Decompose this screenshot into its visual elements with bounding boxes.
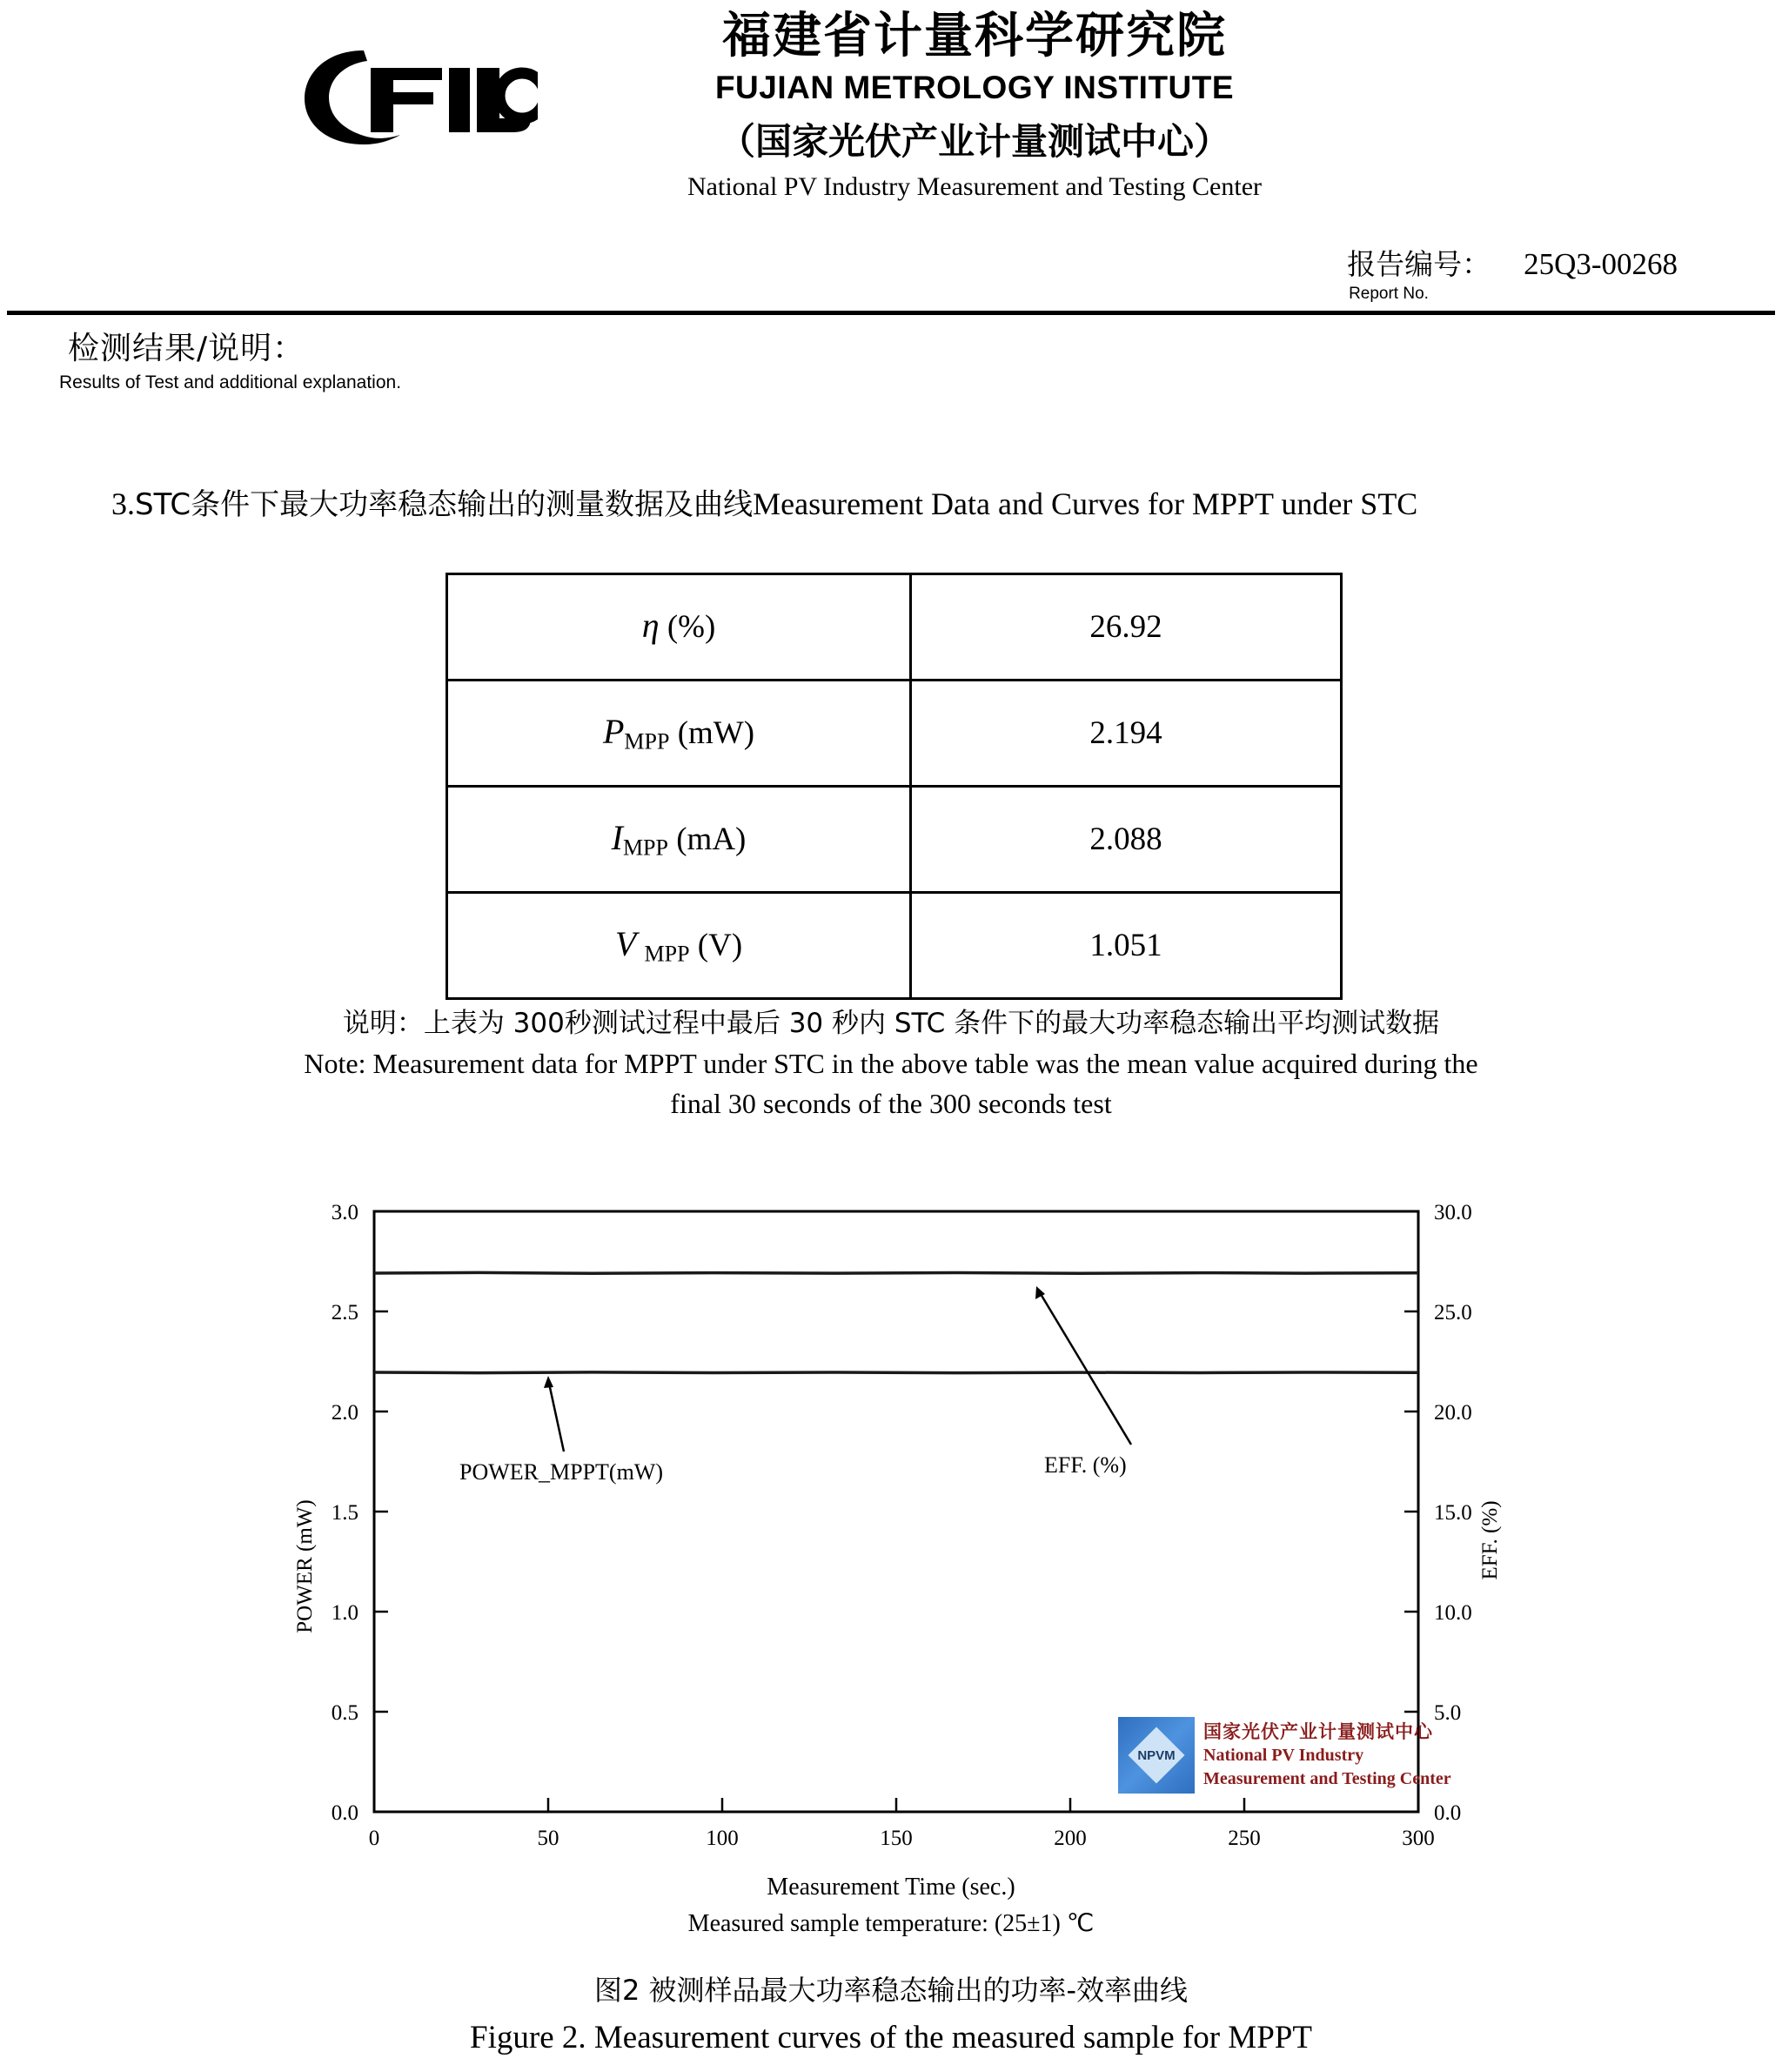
results-title-cn: 检测结果/说明： — [68, 331, 305, 366]
svg-text:1.0: 1.0 — [331, 1601, 358, 1625]
svg-text:1.5: 1.5 — [331, 1501, 358, 1525]
center-name-en: National PV Industry Measurement and Testing Center — [687, 172, 1262, 202]
table-cell-label — [447, 681, 911, 787]
report-number-value: 25Q3-00268 — [1524, 247, 1678, 281]
svg-text:POWER (mW): POWER (mW) — [293, 1499, 317, 1633]
table-cell-value: 2.088 — [911, 787, 1342, 893]
npvm-watermark — [1118, 1707, 1457, 1803]
svg-text:200: 200 — [1054, 1827, 1087, 1850]
section-heading-cn: STC条件下最大功率稳态输出的测量数据及曲线 — [135, 487, 754, 522]
table-row — [447, 681, 1342, 787]
eff-annotation-label: EFF. (%) — [1044, 1452, 1127, 1478]
parameter-symbol: I — [611, 818, 623, 858]
table-note — [0, 1004, 1782, 1124]
parameter-unit: (mA) — [676, 821, 747, 858]
svg-text:0.0: 0.0 — [331, 1801, 358, 1825]
svg-text:100: 100 — [706, 1827, 739, 1850]
npvm-name-en-2: Measurement and Testing Center — [1203, 1769, 1451, 1789]
document-header — [0, 0, 1782, 303]
table-row — [447, 787, 1342, 893]
parameter-subscript: MPP — [624, 728, 670, 754]
svg-text:30.0: 30.0 — [1434, 1201, 1472, 1224]
parameter-subscript: MPP — [644, 941, 690, 967]
section-heading — [111, 480, 1417, 523]
chart-subcaption: Measured sample temperature: (25±1) ℃ — [687, 1910, 1095, 1937]
figure-caption-en: Figure 2. Measurement curves of the measured sample for MPPT — [470, 2020, 1312, 2055]
parameter-subscript: MPP — [622, 835, 668, 861]
npvm-name-cn: 国家光伏产业计量测试中心 — [1203, 1720, 1433, 1742]
npvm-name-en-1: National PV Industry — [1203, 1746, 1364, 1766]
section-number: 3. — [111, 486, 135, 521]
institute-name-en: FUJIAN METROLOGY INSTITUTE — [714, 70, 1235, 106]
note-en-line2: final 30 seconds of the 300 seconds test — [670, 1088, 1112, 1120]
results-title-en: Results of Test and additional explanation. — [59, 372, 402, 392]
svg-text:2.5: 2.5 — [331, 1301, 358, 1324]
note-cn: 说明：上表为 300秒测试过程中最后 30 秒内 STC 条件下的最大功率稳态输出平均测试数据 — [342, 1008, 1440, 1039]
svg-text:20.0: 20.0 — [1434, 1401, 1472, 1425]
table-row — [447, 574, 1342, 681]
svg-text:0.5: 0.5 — [331, 1701, 358, 1725]
svg-text:5.0: 5.0 — [1434, 1701, 1462, 1725]
svg-text:250: 250 — [1228, 1827, 1261, 1850]
parameter-unit: (%) — [667, 609, 716, 646]
chart-x-caption — [0, 1869, 1782, 1942]
svg-text:3.0: 3.0 — [331, 1201, 358, 1224]
table-cell-label — [447, 787, 911, 893]
parameter-symbol: P — [602, 712, 625, 752]
svg-text:25.0: 25.0 — [1434, 1301, 1472, 1324]
svg-text:150: 150 — [880, 1827, 913, 1850]
parameter-symbol: V — [614, 924, 637, 964]
parameter-symbol: η — [641, 606, 660, 646]
svg-text:2.0: 2.0 — [331, 1401, 358, 1425]
svg-text:0: 0 — [368, 1827, 380, 1850]
section-heading-en: Measurement Data and Curves for MPPT under STC — [753, 486, 1418, 521]
report-number-label-cn: 报告编号： — [1347, 247, 1491, 281]
table-cell-value: 1.051 — [911, 893, 1342, 999]
svg-text:10.0: 10.0 — [1434, 1601, 1472, 1625]
institute-name-cn: 福建省计量科学研究院 — [722, 8, 1227, 64]
note-en-line1: Note: Measurement data for MPPT under STC in the above table was the mean value acquired during the — [304, 1047, 1478, 1079]
svg-text:EFF. (%): EFF. (%) — [1478, 1500, 1502, 1580]
npvm-logo-text: NPVM — [1137, 1747, 1176, 1763]
header-divider — [7, 311, 1775, 315]
center-name-cn: （国家光伏产业计量测试中心） — [718, 120, 1230, 164]
npvm-logo-icon — [1118, 1717, 1195, 1794]
svg-text:300: 300 — [1402, 1827, 1435, 1850]
report-number-label-en: Report No. — [1349, 285, 1429, 303]
svg-text:50: 50 — [537, 1827, 559, 1850]
table-cell-value: 26.92 — [911, 574, 1342, 681]
figure-caption-cn: 图2 被测样品最大功率稳态输出的功率-效率曲线 — [593, 1974, 1189, 2007]
header-titles — [539, 9, 1410, 202]
table-cell-label — [447, 893, 911, 999]
svg-text:15.0: 15.0 — [1434, 1501, 1472, 1525]
chart-xlabel: Measurement Time (sec.) — [767, 1874, 1015, 1901]
table-cell-value: 2.194 — [911, 681, 1342, 787]
table-cell-label — [447, 574, 911, 681]
figure-caption — [0, 1968, 1782, 2056]
mppt-data-table — [446, 573, 1343, 1000]
power-annotation-label: POWER_MPPT(mW) — [459, 1459, 663, 1485]
fil-logo-icon — [303, 42, 538, 151]
parameter-unit: (mW) — [677, 715, 755, 752]
report-number-block — [1347, 242, 1678, 304]
parameter-unit: (V) — [697, 928, 743, 964]
eff-curve — [374, 1272, 1418, 1273]
svg-text:0.0: 0.0 — [1434, 1801, 1462, 1825]
power-curve — [374, 1372, 1418, 1373]
table-row — [447, 893, 1342, 999]
